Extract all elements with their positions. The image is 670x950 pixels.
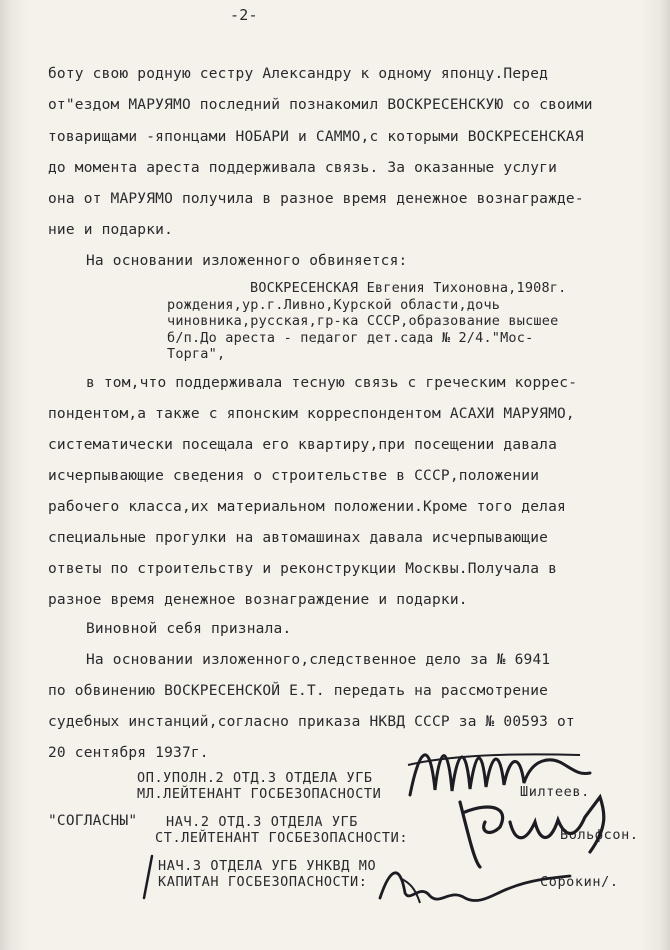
page-number: -2- xyxy=(230,6,258,24)
approval-label: "СОГЛАСНЫ" xyxy=(48,813,138,829)
signer-3-position: НАЧ.3 ОТДЕЛА УГБ УНКВД МО xyxy=(158,858,377,874)
conclusion-line-2: по обвинению ВОСКРЕСЕНСКОЙ Е.Т. передать на рассмотрение xyxy=(48,683,549,699)
signer-3-rank: КАПИТАН ГОСБЕЗОПАСНОСТИ: xyxy=(158,874,368,890)
conclusion-line-4: 20 сентября 1937г. xyxy=(48,745,209,761)
accused-line-4: б/п.До ареста - педагог дет.сада № 2/4."Мос- xyxy=(167,330,534,346)
body-line-4: до момента ареста поддерживала связь. За оказанные услуги xyxy=(48,160,557,176)
charge-line-2: пондентом,а также с японским корреспондентом АСАХИ МАРУЯМО, xyxy=(48,406,575,422)
charge-line-1: в том,что поддерживала тесную связь с греческим коррес- xyxy=(86,375,578,391)
body-line-6: ние и подарки. xyxy=(48,222,174,238)
signer-1-rank: МЛ.ЛЕЙТЕНАНТ ГОСБЕЗОПАСНОСТИ xyxy=(137,786,382,802)
charge-line-3: систематически посещала его квартиру,при посещении давала xyxy=(48,437,557,453)
signer-2-position: НАЧ.2 ОТД.3 ОТДЕЛА УГБ xyxy=(166,814,359,830)
accused-line-3: чиновника,русская,гр-ка СССР,образование высшее xyxy=(167,313,559,329)
accused-line-5: Торга", xyxy=(167,346,226,362)
charge-line-7: ответы по строительству и реконструкции Москвы.Получала в xyxy=(48,561,557,577)
conclusion-line-3: судебных инстанций,согласно приказа НКВД СССР за № 00593 от xyxy=(48,714,575,730)
signer-2-name: Вольфсон. xyxy=(560,827,639,843)
signer-2-rank: СТ.ЛЕЙТЕНАНТ ГОСБЕЗОПАСНОСТИ: xyxy=(155,830,409,846)
charge-line-4: исчерпывающие сведения о строительстве в СССР,положении xyxy=(48,468,540,484)
accused-line-1: ВОСКРЕСЕНСКАЯ Евгения Тихоновна,1908г. xyxy=(250,280,567,296)
charge-line-8: разное время денежное вознаграждение и подарки. xyxy=(48,592,468,608)
signer-1-name: Шилтеев. xyxy=(520,784,590,800)
conclusion-line-1: На основании изложенного,следственное дело за № 6941 xyxy=(86,652,551,668)
body-line-5: она от МАРУЯМО получила в разное время денежное вознагражде- xyxy=(48,191,584,207)
signer-1-position: ОП.УПОЛН.2 ОТД.3 ОТДЕЛА УГБ xyxy=(137,770,373,786)
accusation-intro: На основании изложенного обвиняется: xyxy=(86,253,408,269)
body-line-3: товарищами -японцами НОБАРИ и САММО,с которыми ВОСКРЕСЕНСКАЯ xyxy=(48,129,584,145)
body-line-2: от"ездом МАРУЯМО последний познакомил ВОСКРЕСЕНСКУЮ со своими xyxy=(48,97,593,113)
charge-line-5: рабочего класса,их материальном положении.Кроме того делая xyxy=(48,499,566,515)
handwritten-signature-3 xyxy=(370,848,580,918)
margin-mark xyxy=(138,852,158,902)
guilt-statement: Виновной себя признала. xyxy=(86,621,292,637)
signer-3-name: Сорокин/. xyxy=(540,874,619,890)
body-line-1: боту свою родную сестру Александру к одному японцу.Перед xyxy=(48,66,549,82)
accused-line-2: рождения,ур.г.Ливно,Курской области,дочь xyxy=(167,297,501,313)
charge-line-6: специальные прогулки на автомашинах давала исчерпывающие xyxy=(48,530,549,546)
